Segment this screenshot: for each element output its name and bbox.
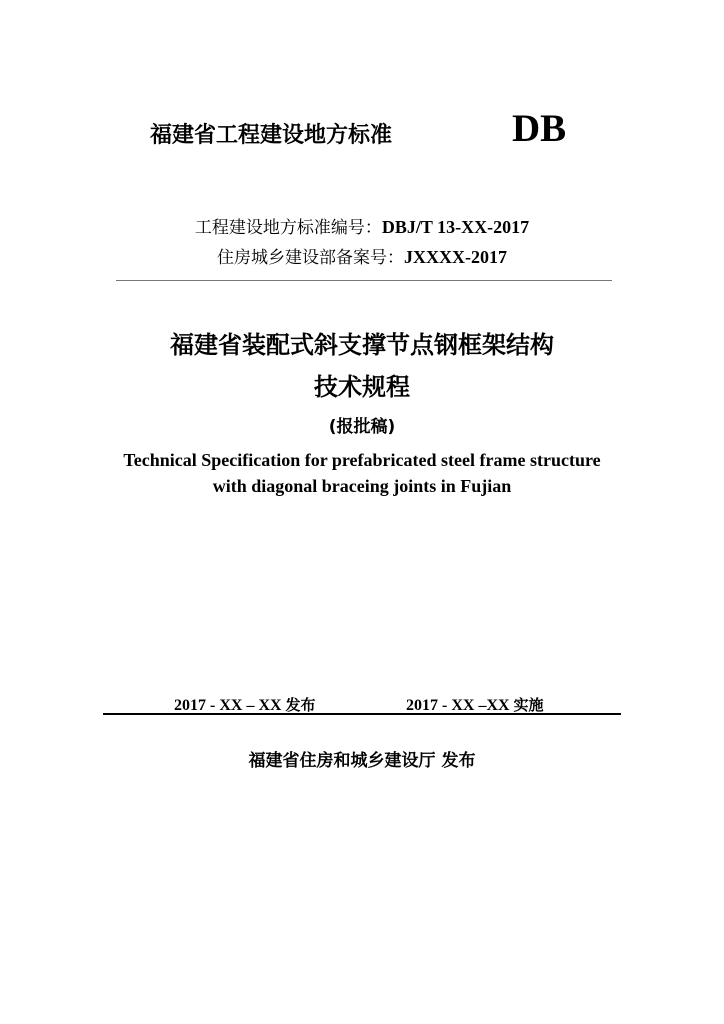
issue-date (174, 694, 316, 715)
standard-code: DB (512, 107, 567, 150)
effective-date (406, 694, 544, 715)
standard-number-label: 工程建设地方标准编号： (194, 218, 382, 238)
publisher: 福建省住房和城乡建设厅 发布 (248, 751, 476, 771)
standard-number-value: DBJ/T 13-XX-2017 (381, 217, 530, 237)
draft-note: (报批稿) (328, 417, 396, 437)
issue-date-value: 2017 - XX – XX (174, 697, 282, 714)
english-title-line-1: Technical Specification for prefabricated steel frame structure (123, 450, 601, 470)
standard-name: 福建省工程建设地方标准 (150, 123, 393, 148)
effective-date-value: 2017 - XX –XX (406, 697, 510, 714)
issue-date-label: 发布 (285, 696, 316, 714)
header-divider (116, 280, 612, 281)
record-number-value: JXXXX-2017 (404, 247, 507, 267)
title-line-1: 福建省装配式斜支撑节点钢框架结构 (170, 331, 554, 359)
effective-date-label: 实施 (513, 696, 544, 714)
title-line-2: 技术规程 (314, 373, 410, 401)
footer-divider (103, 713, 621, 715)
english-title-line-2: with diagonal braceing joints in Fujian (212, 476, 512, 496)
record-number-label: 住房城乡建设部备案号： (217, 248, 404, 268)
record-number-line (0, 243, 724, 268)
standard-number-line (0, 213, 724, 238)
